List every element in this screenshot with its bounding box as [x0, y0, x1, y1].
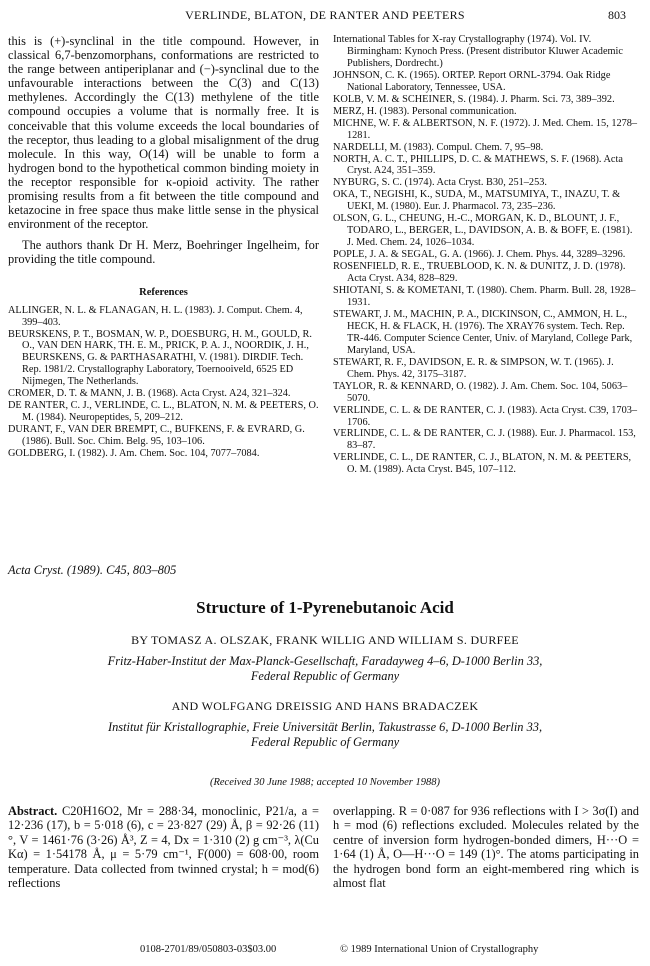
reference-item: KOLB, V. M. & SCHEINER, S. (1984). J. Pharm. Sci. 73, 389–392. [333, 93, 615, 105]
article-code: 0108-2701/89/050803-03$03.00 [140, 944, 277, 955]
reference-item: OLSON, G. L., CHEUNG, H.-C., MORGAN, K. D., BLOUNT, J. F., TODARO, L., BERGER, L., DAVIDSON, A. B. & BOFF, E. (1981). J. Med. Chem. 24, 1026–1034. [333, 213, 633, 249]
reference-item: VERLINDE, C. L. & DE RANTER, C. J. (1988). Eur. J. Pharmacol. 153, 83–87. [333, 428, 636, 452]
abstract-text-right: overlapping. R = 0·087 for 936 reflections with I > 3σ(I) and h = mod (6) reflections excluded. Molecules related by the centre of inversion form hydrogen-bonded dimers, H···O = 1·64 (1) Å, O—H···O = 149 (1)°. The atoms participating in the hydrogen bond form an eight-membered ring which is almost flat [333, 804, 639, 891]
references-list-left [8, 305, 319, 460]
journal-citation: Acta Cryst. (1989). C45, 803–805 [8, 563, 177, 577]
reference-item: ALLINGER, N. L. & FLANAGAN, H. L. (1983). J. Comput. Chem. 4, 399–403. [8, 304, 303, 328]
reference-item: SHIOTANI, S. & KOMETANI, T. (1980). Chem. Pharm. Bull. 28, 1928–1931. [333, 285, 636, 308]
reference-item: CROMER, D. T. & MANN, J. B. (1968). Acta Cryst. A24, 321–324. [8, 388, 291, 400]
article-title: Structure of 1-Pyrenebutanoic Acid [196, 598, 454, 617]
affiliation-1 [40, 654, 610, 684]
affiliation-2-line-2: Federal Republic of Germany [250, 735, 400, 749]
affiliation-2 [40, 720, 610, 750]
references-list-right [333, 34, 639, 476]
received-dates: (Received 30 June 1988; accepted 10 November 1988) [209, 777, 441, 788]
reference-item: NORTH, A. C. T., PHILLIPS, D. C. & MATHEWS, S. F. (1968). Acta Cryst. A24, 351–359. [333, 153, 623, 177]
left-column [8, 34, 319, 460]
affiliation-1-line-1: Fritz-Haber-Institut der Max-Planck-Gesellschaft, Faradayweg 4–6, D-1000 Berlin 33, [107, 654, 543, 668]
running-title: VERLINDE, BLATON, DE RANTER AND PEETERS [185, 8, 465, 22]
reference-item: OKA, T., NEGISHI, K., SUDA, M., MATSUMIYA, T., INAZU, T. & UEKI, M. (1980). Eur. J. Pharmacol. 73, 235–236. [333, 189, 621, 213]
reference-item: JOHNSON, C. K. (1965). ORTEP. Report ORNL-3794. Oak Ridge National Laboratory, Tennessee, USA. [333, 69, 611, 93]
reference-item: MICHNE, W. F. & ALBERTSON, N. F. (1972). J. Med. Chem. 15, 1278–1281. [333, 117, 638, 141]
abstract-right [333, 804, 639, 890]
reference-item: NARDELLI, M. (1983). Compul. Chem. 7, 95–98. [333, 141, 544, 153]
affiliation-1-line-2: Federal Republic of Germany [250, 669, 400, 683]
reference-item: TAYLOR, R. & KENNARD, O. (1982). J. Am. Chem. Soc. 104, 5063–5070. [333, 380, 628, 404]
reference-item: MERZ, H. (1983). Personal communication. [333, 105, 517, 117]
reference-item: DURANT, F., VAN DER BREMPT, C., BUFKENS, F. & EVRARD, G. (1986). Bull. Soc. Chim. Belg. 95, 103–106. [8, 424, 305, 448]
affiliation-2-line-1: Institut für Kristallographie, Freie Universität Berlin, Takustrasse 6, D-1000 Berlin 33, [107, 720, 543, 734]
abstract-label: Abstract. [8, 804, 58, 818]
body-paragraph: this is (+)-synclinal in the title compound. However, in classical 6,7-benzomorphans, conformations are restricted to the range between antiperiplanar and (−)-synclinal due to the unfavourable interactions between the C(3) and C(13) methylenes. Accordingly the C(13) methylene of the title compound occupies a volume that is normally free. It is conceivable that this volume exceeds the local boundaries of the receptor, thus leading to a global misalignment of the drug molecule. In this way, O(14) will be unable to form a hydrogen bond to the hypothetical common binding moiety in the receptor responsible for κ-opioid activity. The rather promising results from a fit between the title compound and ketazocine in free space thus make little sense in the physical environment of the receptor. [8, 34, 319, 232]
references-heading: References [139, 286, 188, 298]
reference-item: POPLE, J. A. & SEGAL, G. A. (1966). J. Chem. Phys. 44, 3289–3296. [333, 249, 626, 261]
copyright: © 1989 International Union of Crystallography [340, 944, 539, 955]
reference-item: STEWART, R. F., DAVIDSON, E. R. & SIMPSON, W. T. (1965). J. Chem. Phys. 42, 3175–3187. [333, 356, 614, 380]
authors-line-1: BY TOMASZ A. OLSZAK, FRANK WILLIG AND WILLIAM S. DURFEE [131, 633, 519, 647]
reference-item: BEURSKENS, P. T., BOSMAN, W. P., DOESBURG, H. M., GOULD, R. O., VAN DEN HARK, TH. E. M., PRICK, P. A. J., NOORDIK, J. H., BEURSKENS, G. & PARTHASARATHI, V. (1981). DIRDIF. Tech. Rep. 1981/2. Crystallography Laboratory, Toernooiveld, 6525 ED Nijmegen, The Netherlands. [8, 328, 313, 388]
reference-item: ROSENFIELD, R. E., TRUEBLOOD, K. N. & DUNITZ, J. D. (1978). Acta Cryst. A34, 828–829. [333, 261, 626, 285]
reference-item: DE RANTER, C. J., VERLINDE, C. L., BLATON, N. M. & PEETERS, O. M. (1984). Neuropeptides, 5, 209–212. [8, 400, 319, 424]
acknowledgement-paragraph: The authors thank Dr H. Merz, Boehringer Ingelheim, for providing the title compound. [8, 238, 319, 267]
abstract-text-left: C20H16O2, Mr = 288·34, monoclinic, P21/a, a = 12·236 (17), b = 5·018 (6), c = 23·827 (29) Å, β = 92·26 (11)°, V = 1461·76 (3·26) Å³, Z = 4, Dx = 1·310 (2) g cm⁻³, λ(Cu Kα) = 1·54178 Å, μ = 5·79 cm⁻¹, F(000) = 608·00, room temperature. Data collected from twinned crystal; h = mod(6) reflections [8, 804, 319, 891]
reference-item: VERLINDE, C. L., DE RANTER, C. J., BLATON, N. M. & PEETERS, O. M. (1989). Acta Cryst. B45, 107–112. [333, 452, 632, 476]
reference-item: NYBURG, S. C. (1974). Acta Cryst. B30, 251–253. [333, 177, 547, 189]
authors-line-2: AND WOLFGANG DREISSIG AND HANS BRADACZEK [171, 699, 479, 713]
reference-item: STEWART, J. M., MACHIN, P. A., DICKINSON, C., AMMON, H. L., HECK, H. & FLACK, H. (1976). The XRAY76 system. Tech. Rep. TR-446. Computer Science Center, Univ. of Maryland, College Park, Maryland, USA. [333, 308, 633, 356]
page-number: 803 [608, 8, 626, 22]
abstract-left [8, 804, 319, 890]
reference-item: VERLINDE, C. L. & DE RANTER, C. J. (1983). Acta Cryst. C39, 1703–1706. [333, 404, 638, 428]
reference-item: International Tables for X-ray Crystallography (1974). Vol. IV. Birmingham: Kynoch Press. (Present distributor Kluwer Academic Publishers, Dordrecht.) [333, 34, 623, 69]
reference-item: GOLDBERG, I. (1982). J. Am. Chem. Soc. 104, 7077–7084. [8, 448, 260, 460]
